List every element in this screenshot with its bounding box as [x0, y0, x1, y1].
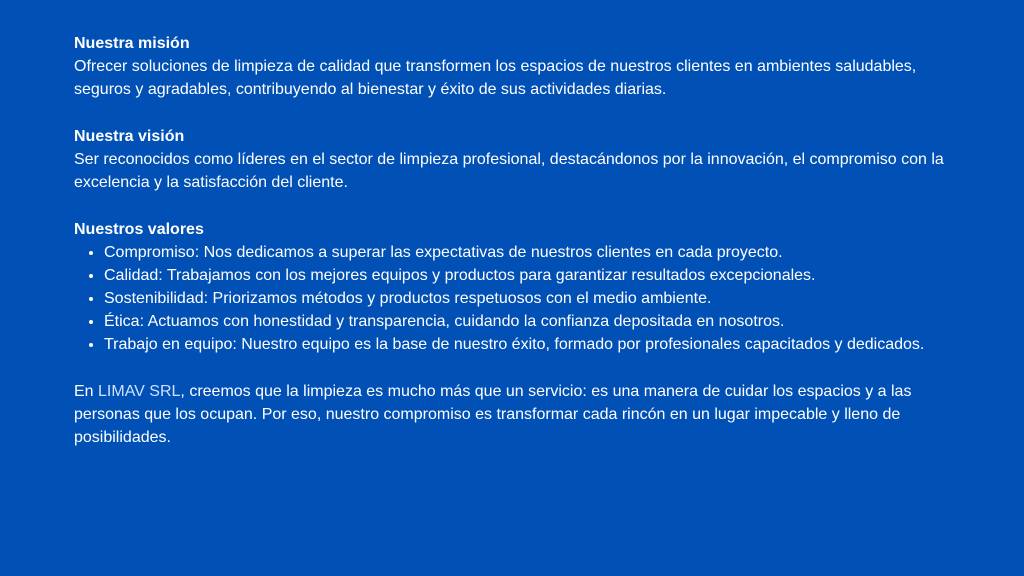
values-heading: Nuestros valores: [74, 221, 204, 238]
company-name: LIMAV SRL: [98, 383, 181, 400]
values-section: [74, 218, 964, 356]
vision-section: [74, 125, 964, 194]
closing-text: , creemos que la limpieza es mucho más que un servicio: es una manera de cuidar los espacios y a las personas que los ocupan. Por eso, nuestro compromiso es transformar cada rincón en un lugar impecable y lleno de posibilidades.: [74, 383, 912, 446]
closing-prefix: En: [74, 383, 99, 400]
closing-paragraph: [74, 380, 964, 449]
value-item-sostenibilidad: • Sostenibilidad: Priorizamos métodos y productos respetuosos con el medio ambiente.: [104, 287, 964, 310]
mission-section: [74, 32, 964, 101]
value-item-compromiso: • Compromiso: Nos dedicamos a superar las expectativas de nuestros clientes en cada proyecto.: [104, 241, 964, 264]
value-item-etica: • Ética: Actuamos con honestidad y transparencia, cuidando la confianza depositada en nosotros.: [104, 310, 964, 333]
mission-heading: Nuestra misión: [74, 35, 190, 52]
value-item-trabajo-en-equipo: • Trabajo en equipo: Nuestro equipo es la base de nuestro éxito, formado por profesionales capacitados y dedicados.: [104, 333, 964, 356]
value-item-calidad: • Calidad: Trabajamos con los mejores equipos y productos para garantizar resultados excepcionales.: [104, 264, 964, 287]
values-list: [74, 241, 964, 356]
vision-text: Ser reconocidos como líderes en el sector de limpieza profesional, destacándonos por la innovación, el compromiso con la excelencia y la satisfacción del cliente.: [74, 151, 944, 191]
mission-text: Ofrecer soluciones de limpieza de calidad que transformen los espacios de nuestros clientes en ambientes saludables, seguros y agradables, contribuyendo al bienestar y éxito de sus actividades diarias.: [74, 58, 917, 98]
vision-heading: Nuestra visión: [74, 128, 185, 145]
